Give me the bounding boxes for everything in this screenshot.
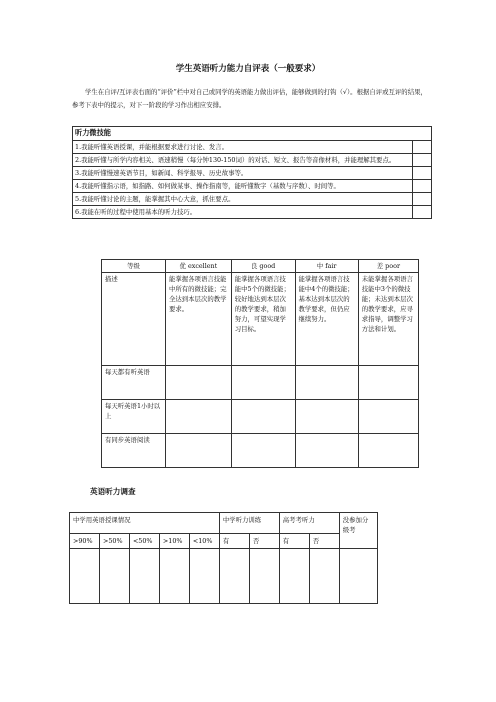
survey-cell[interactable]: [129, 549, 159, 604]
survey-cell[interactable]: [219, 549, 249, 604]
intro-text: 学生在自评/互评表右面的“评价”栏中对自己或同学的英语能力做出评估，能够做到的打钩（√）。根据自评或互评的结果，参考下表中的提示，对下一阶段的学习作出相应安排。: [72, 88, 427, 109]
survey-cell[interactable]: [279, 549, 309, 604]
skill-row: 6.我能在听的过程中使用基本的听力技巧。: [73, 206, 432, 219]
grade-row: 每天都有听英语: [102, 366, 419, 400]
grade-cell[interactable]: [166, 434, 232, 468]
grade-cell[interactable]: [358, 366, 418, 400]
grade-row: 每天听英语1小时以上: [102, 400, 419, 434]
skills-header: 听力微技能: [73, 127, 432, 141]
grade-cell[interactable]: [295, 366, 358, 400]
survey-cell[interactable]: [99, 549, 129, 604]
survey-cell[interactable]: [189, 549, 219, 604]
grade-cell[interactable]: [358, 400, 418, 434]
grade-row: 有同步英语阅读: [102, 434, 419, 468]
skill-row: 5.我能听懂讨论的主题，能掌握其中心大意，抓住要点。: [73, 193, 432, 206]
check-cell[interactable]: [413, 206, 432, 219]
check-cell[interactable]: [413, 193, 432, 206]
skill-row: 4.我能听懂指示语，如指路、如何做某事、操作指南等，能听懂数字（基数与序数）、时间等。: [73, 180, 432, 193]
check-cell[interactable]: [413, 167, 432, 180]
survey-header-row: 中学用英语授课情况 中学听力训练 高考考听力 没参加分级考: [70, 513, 378, 534]
skill-row: 1.我能听懂英语授课，并能根据要求进行讨论、发言。: [73, 141, 432, 154]
grade-cell[interactable]: [231, 366, 295, 400]
survey-cell[interactable]: [249, 549, 279, 604]
skill-row: 3.我能听懂慢速英语节目，如新闻、科学报导、历史故事等。: [73, 167, 432, 180]
survey-cell[interactable]: [159, 549, 189, 604]
grade-table: [101, 259, 419, 468]
check-cell[interactable]: [413, 180, 432, 193]
grade-desc-row: 描述 能掌握各项语言技能中所有的微技能；完全达到本层次的教学要求。 能掌握各项语言技能中5个的微技能；较好地达到本层次的教学要求，稍加努力，可望实现学习目标。 能掌握各项语言技能中4个的微技能；基本达到本层次的教学要求，但仍应继续努力。 未能掌握各项语言技能中3个的微技能；未达到本层次的教学要求，应寻求指导，调整学习方法和计划。: [102, 273, 419, 366]
grade-cell[interactable]: [231, 400, 295, 434]
page-title: 学生英语听力能力自评表（一般要求）: [175, 64, 321, 74]
grade-cell[interactable]: [166, 400, 232, 434]
survey-answer-row: [70, 549, 378, 604]
check-cell[interactable]: [413, 154, 432, 167]
survey-cell[interactable]: [309, 549, 339, 604]
skill-row: 2.我能听懂与所学内容相关、语速稍慢（每分钟130-150词）的对话、短文、报告等音像材料，并能理解其要点。: [73, 154, 432, 167]
survey-table: [69, 512, 378, 604]
survey-title: 英语听力调查: [90, 487, 136, 496]
grade-cell[interactable]: [231, 434, 295, 468]
grade-cell[interactable]: [295, 434, 358, 468]
grade-cell[interactable]: [166, 366, 232, 400]
grade-cell[interactable]: [295, 400, 358, 434]
survey-subheader-row: >90% >50% <50% >10% <10% 有 否 有 否: [70, 534, 378, 549]
check-cell[interactable]: [413, 141, 432, 154]
grade-cell[interactable]: [358, 434, 418, 468]
listening-skills-table: [72, 126, 432, 219]
survey-cell[interactable]: [70, 549, 100, 604]
survey-cell[interactable]: [339, 549, 377, 604]
grade-header-row: 等级 优 excellent 良 good 中 fair 差 poor: [102, 260, 419, 273]
